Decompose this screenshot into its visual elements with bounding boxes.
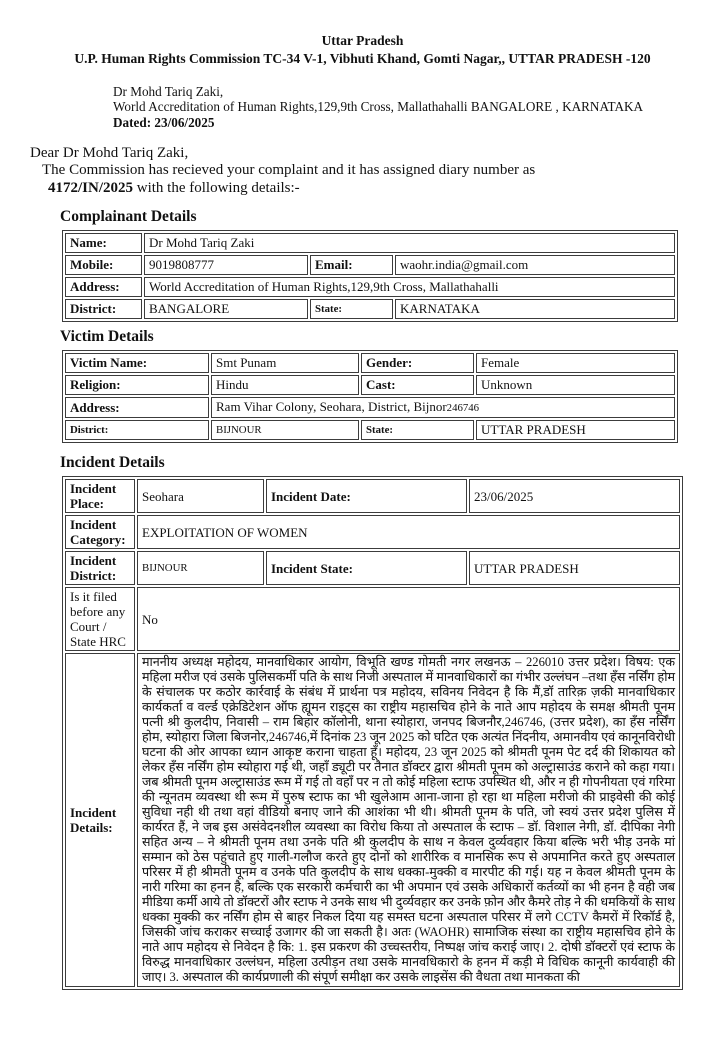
complainant-table xyxy=(62,230,678,322)
victim-state-label: State: xyxy=(361,420,474,440)
table-row xyxy=(65,653,680,987)
table-row xyxy=(65,233,675,253)
recipient-block xyxy=(113,84,725,130)
victim-address-value: Ram Vihar Colony, Seohara, District, Bijnor246746 xyxy=(211,397,675,418)
recipient-address: World Accreditation of Human Rights,129,9th Cross, Mallathahalli BANGALORE , KARNATAKA xyxy=(113,99,644,115)
incident-state-label: Incident State: xyxy=(266,551,467,585)
complainant-address-value: World Accreditation of Human Rights,129,9th Cross, Mallathahalli xyxy=(144,277,675,297)
table-row xyxy=(65,299,675,319)
intro-text-before: The Commission has recieved your complaint and it has assigned diary number as xyxy=(42,162,536,179)
recipient-name: Dr Mohd Tariq Zaki, xyxy=(113,84,224,99)
complainant-district-label: District: xyxy=(65,299,142,319)
table-row xyxy=(65,397,675,418)
table-row xyxy=(65,587,680,651)
page xyxy=(0,33,725,1057)
victim-religion-label: Religion: xyxy=(65,375,209,395)
victim-table xyxy=(62,350,678,443)
incident-details-value: माननीय अध्यक्ष महोदय, मानवाधिकार आयोग, विभूति खण्ड गोमती नगर लखनऊ – 226010 उत्तर प्रदेश। विषय: एक महिला मरीज एवं उसके पुलिसकर्मी पति के साथ निजी अस्पताल में मानवाधिकारों का गंभीर उल्लंघन –तथा हँस नर्सिंग होम के संचालक पर कठोर कार्रवाई के संबंध में प्रार्थना पत्र महोदय, सविनय निवेदन है कि मैं,डॉ तारिक़ ज़की मानवाधिकार कार्यकर्ता व वर्ल्ड एक्रेडिटेशन ऑफ ह्यूमन राइट्स का राष्ट्रीय महासचिव होने के नाते आप महोदय के समक्ष श्रीमती पूनम पत्नी श्री कुलदीप, निवासी – राम बिहार कॉलोनी, थाना स्योहारा, जनपद बिजनौर,246746, (उत्तर प्रदेश), का हँस नर्सिंग होम, स्योहारा जिला बिजनोर,246746,में दिनांक 23 जून 2025 को घटित एक अत्यंत निंदनीय, अमानवीय एवं कानूनविरोधी घटना की ओर आपका ध्यान आकृष्ट कराना चाहता हूँ। महोदय, 23 जून 2025 को श्रीमती पूनम पेट दर्द की शिकायत को लेकर हँस नर्सिंग होम स्योहारा गई थी, जहाँ ड्यूटी पर तैनात डॉक्टर द्वारा श्रीमती पूनम को अल्ट्रासाउंड कराने को कहा गया। जब श्रीमती पूनम अल्ट्रासाउंड रूम में गई तो वहाँ पर न तो कोई महिला स्टाफ उपस्थित थी, और न ही गोपनीयता एवं गरिमा की न्यूनतम व्यवस्था थी रूम में पुरुष स्टाफ का भी खुलेआम आना-जाना हो रहा था महिला मरीजो की प्राइवेसी की कोई सुविधा नही थी तथा वहां वीडियो बनाए जाने की आशंका भी थी। श्रीमती पूनम के पति, जो स्वयं उत्तर प्रदेश पुलिस में कार्यरत हैं, ने जब इस असंवेदनशील व्यवस्था का विरोध किया तो अस्पताल के स्टाफ – डॉ. विशाल नेगी, डॉ. दीपिका नेगी सहित अन्य – ने श्रीमती पूनम तथा उनके पति श्री कुलदीप के साथ न केवल दुर्व्यवहार किया बल्कि भरी भीड़ उनके मां सम्मान को ठेस पहुंचाते हुए गाली-गलौज करते हुए दोनों को शारीरिक व मानसिक रूप से अपमानित करते हुए अस्पताल परिसर में ही श्रीमती पूनम व उनके पति कुलदीप के साथ धक्का-मुक्की व मारपीट की गई। यह न केवल श्रीमती पूनम के नारी गरिमा का हनन है, बल्कि एक सरकारी कर्मचारी का भी अपमान एवं उसके अधिकारों कर्तव्यों का भी हनन है वही जब मीडिया कर्मी आये तो डॉक्टरों और स्टाफ ने उनके साथ भी दुर्व्यवहार कर उनके फ़ोन और कैमरे तोड़ ने की धमकियों के साथ धक्का मुक्की कर नर्सिंग होम से बाहर निकल दिया यह समस्त घटना अस्पताल परिसर में लगे CCTV कैमरों में रिकॉर्ड है, जिसकी जांच कराकर सच्चाई उजागर की जा सकती है। अतः (WAOHR) सामाजिक संस्था का राष्ट्रीय महासचिव होने के नाते आप महोदय से निवेदन है कि: 1. इस प्रकरण की उच्चस्तरीय, निष्पक्ष जांच कराई जाए। 2. दोषी डॉक्टरों एवं स्टाफ के विरुद्ध मानवाधिकार उल्लंघन, महिला उत्पीड़न तथा उसके मानवधिकारो के हनन में कड़ी मे विधिक कानूनी कार्यवाही की जाए। 3. अस्पताल की कार्यप्रणाली की संपूर्ण समीक्षा कर उसके लाइसेंस की वैधता तथा मानकता की xyxy=(137,653,680,987)
table-row xyxy=(65,515,680,549)
victim-address-label: Address: xyxy=(65,397,209,418)
incident-table-clip xyxy=(0,476,725,1038)
table-row xyxy=(65,420,675,440)
complainant-state-value: KARNATAKA xyxy=(395,299,675,319)
victim-address-pincode: 246746 xyxy=(446,402,480,415)
letter-date: Dated: 23/06/2025 xyxy=(113,114,215,130)
letterhead-subtitle: U.P. Human Rights Commission TC-34 V-1, Vibhuti Khand, Gomti Nagar,, UTTAR PRADESH -120 xyxy=(74,51,651,66)
incident-district-value: BIJNOUR xyxy=(137,551,264,585)
victim-cast-label: Cast: xyxy=(361,375,474,395)
victim-gender-value: Female xyxy=(476,353,675,373)
intro-paragraph xyxy=(42,162,667,197)
table-row xyxy=(65,277,675,297)
incident-place-value: Seohara xyxy=(137,479,264,513)
letterhead-title: Uttar Pradesh xyxy=(321,33,404,48)
victim-district-label: District: xyxy=(65,420,209,440)
incident-category-label: Incident Category: xyxy=(65,515,135,549)
victim-religion-value: Hindu xyxy=(211,375,359,395)
complainant-heading: Complainant Details xyxy=(60,208,197,226)
victim-name-label: Victim Name: xyxy=(65,353,209,373)
table-row xyxy=(65,255,675,275)
incident-date-label: Incident Date: xyxy=(266,479,467,513)
complainant-state-label: State: xyxy=(310,299,393,319)
incident-details-label: Incident Details: xyxy=(65,653,135,987)
complainant-address-label: Address: xyxy=(65,277,142,297)
incident-heading: Incident Details xyxy=(60,454,165,472)
table-row xyxy=(65,479,680,513)
victim-district-value: BIJNOUR xyxy=(211,420,359,440)
complainant-district-value: BANGALORE xyxy=(144,299,308,319)
table-row xyxy=(65,375,675,395)
diary-number: 4172/IN/2025 xyxy=(48,179,134,196)
complainant-name-label: Name: xyxy=(65,233,142,253)
complainant-name-value: Dr Mohd Tariq Zaki xyxy=(144,233,675,253)
victim-cast-value: Unknown xyxy=(476,375,675,395)
incident-district-label: Incident District: xyxy=(65,551,135,585)
victim-heading: Victim Details xyxy=(60,328,154,346)
complainant-email-label: Email: xyxy=(310,255,393,275)
incident-place-label: Incident Place: xyxy=(65,479,135,513)
incident-category-value: EXPLOITATION OF WOMEN xyxy=(137,515,680,549)
salutation: Dear Dr Mohd Tariq Zaki, xyxy=(30,144,189,161)
complainant-email-value: waohr.india@gmail.com xyxy=(395,255,675,275)
incident-court-label: Is it filed before any Court / State HRC xyxy=(65,587,135,651)
incident-date-value: 23/06/2025 xyxy=(469,479,680,513)
complainant-mobile-label: Mobile: xyxy=(65,255,142,275)
intro-text-after: with the following details:- xyxy=(136,179,300,196)
incident-table xyxy=(62,476,683,990)
incident-court-value: No xyxy=(137,587,680,651)
incident-state-value: UTTAR PRADESH xyxy=(469,551,680,585)
victim-name-value: Smt Punam xyxy=(211,353,359,373)
table-row xyxy=(65,353,675,373)
table-row xyxy=(65,551,680,585)
victim-state-value: UTTAR PRADESH xyxy=(476,420,675,440)
victim-gender-label: Gender: xyxy=(361,353,474,373)
complainant-mobile-value: 9019808777 xyxy=(144,255,308,275)
